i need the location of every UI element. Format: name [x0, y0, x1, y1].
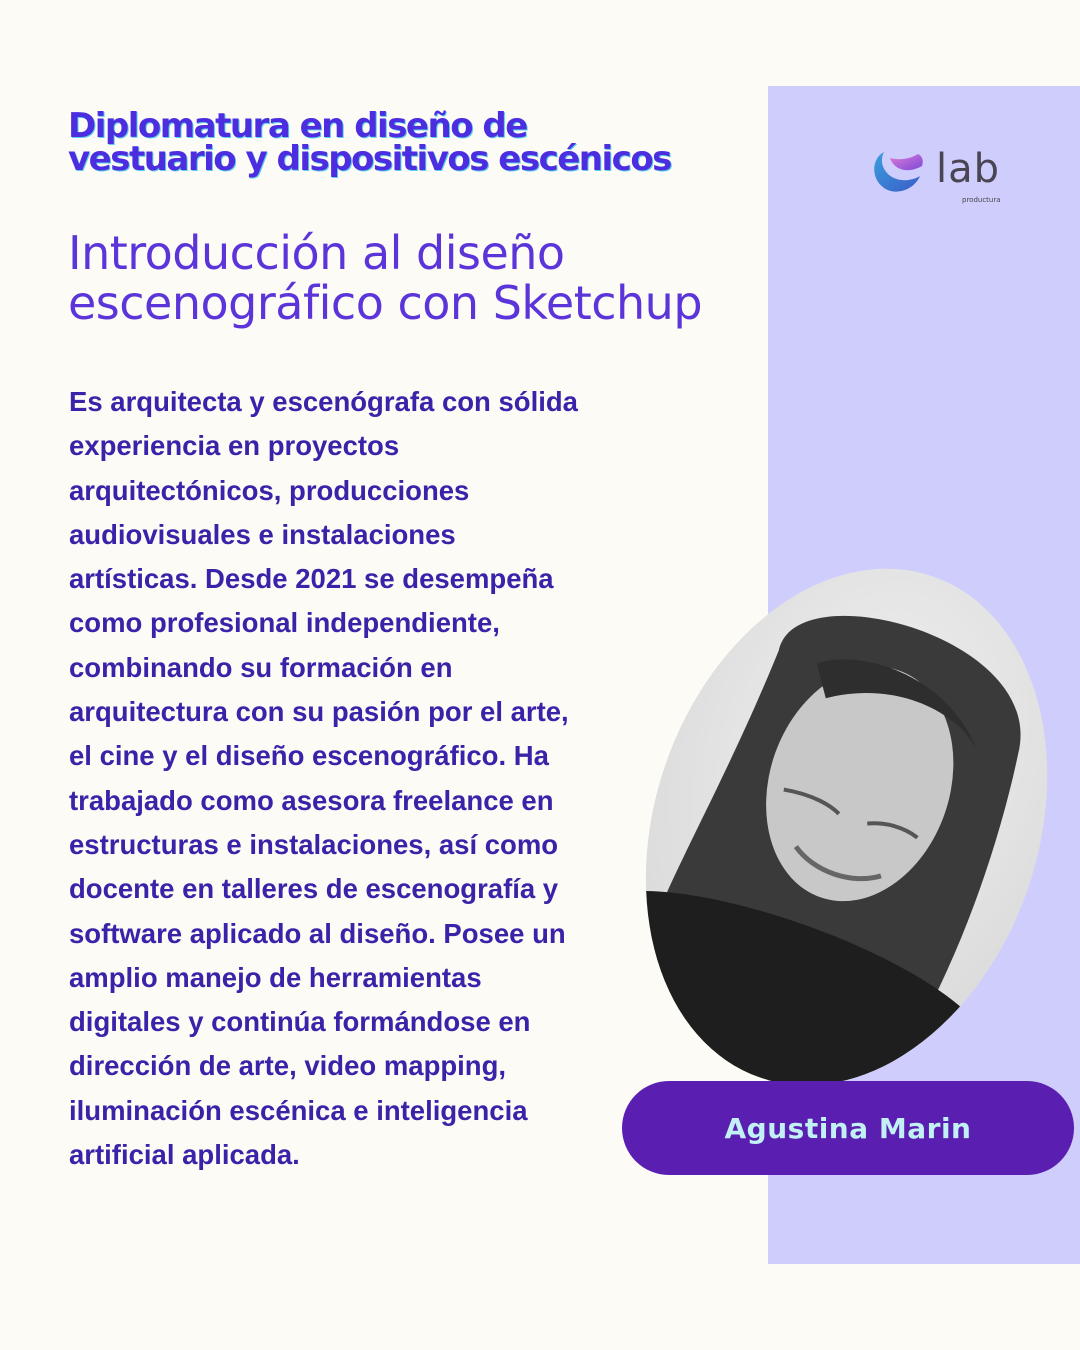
lab-logo-icon [870, 148, 926, 198]
bio-text: Es arquitecta y escenógrafa con sólida experiencia en proyectos arquitectónicos, producciones audiovisuales e instalaciones artísticas. Desde 2021 se desempeña como profesional independiente, combinando su formación en arquitectura con su pasión por el arte, el cine y el diseño escenográfico. Ha trabajado como asesora freelance en estructuras e instalaciones, así como docente en talleres de escenografía y software aplicado al diseño. Posee un amplio manejo de herramientas digitales y continúa formándose en dirección de arte, video mapping, iluminación escénica e inteligencia artificial aplicada. [69, 386, 578, 1171]
brand-logo [870, 146, 1020, 212]
instructor-name: Agustina Marin [724, 1111, 972, 1145]
program-title: Diplomatura en diseño de vestuario y dispositivos escénicos [68, 106, 671, 179]
instructor-name-badge [622, 1081, 1074, 1175]
course-title: Introducción al diseño escenográfico con Sketchup [68, 226, 703, 330]
logo-subtitle: productura [962, 196, 1001, 204]
logo-wordmark: lab [936, 146, 1001, 192]
